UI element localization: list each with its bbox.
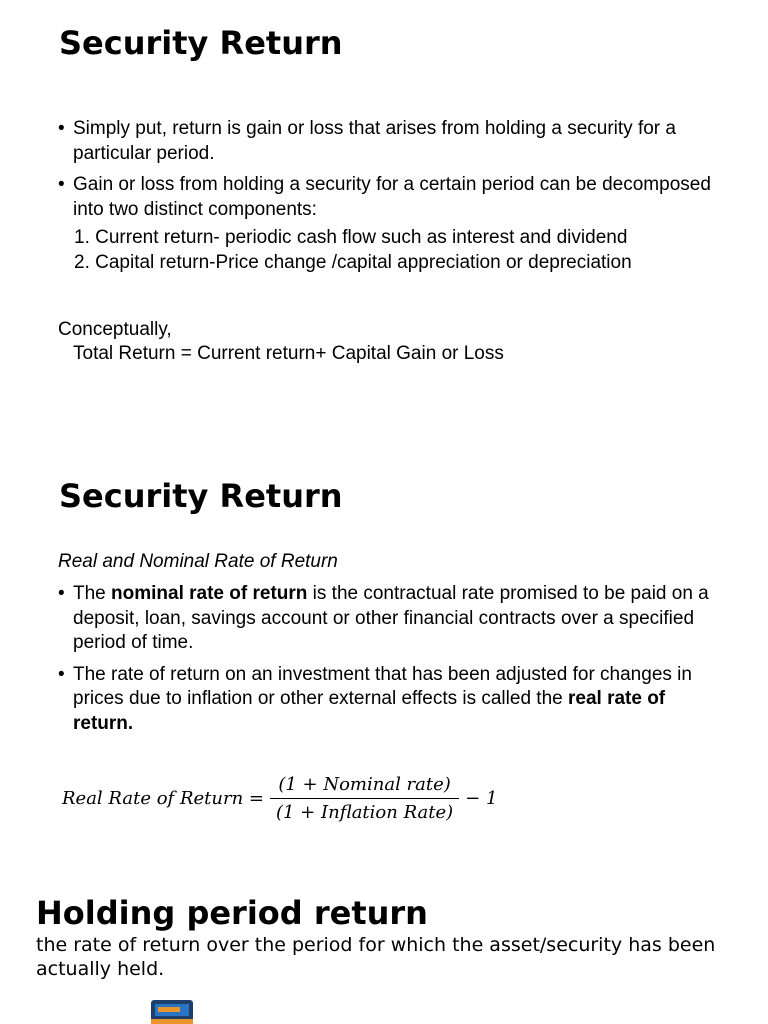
slide2-title: Security Return — [59, 477, 343, 515]
bullet-text: The — [73, 583, 112, 604]
bullet-text: is the contractual rate promised to be paid on a deposit, loan, savings account or other financial contracts over a specified period of time. — [73, 583, 709, 653]
list-item — [58, 173, 722, 275]
slide3-description: the rate of return over the period for which the asset/security has been actually held. — [36, 934, 716, 980]
component-item: 2. Capital return-Price change /capital appreciation or depreciation — [74, 251, 632, 273]
formula-numerator: (1 + Nominal rate) — [270, 774, 458, 799]
bullet-text: Gain or loss from holding a security for a certain period can be decomposed into two distinct components: — [73, 174, 711, 220]
laptop-icon — [150, 999, 194, 1024]
formula-lhs: Real Rate of Return = — [62, 787, 264, 809]
slide2-subtitle: Real and Nominal Rate of Return — [58, 551, 338, 572]
icon-base — [151, 1019, 193, 1024]
slide3-title: Holding period return — [36, 894, 428, 932]
formula-fraction — [268, 774, 461, 823]
concept-label: Conceptually, — [58, 319, 172, 340]
slide2-bullet-list — [58, 582, 722, 743]
total-return-formula: Total Return = Current return+ Capital Gain or Loss — [73, 343, 504, 364]
slide1-bullet-list — [58, 117, 722, 282]
formula-tail: − 1 — [465, 787, 498, 809]
component-item: 1. Current return- periodic cash flow such as interest and dividend — [74, 227, 628, 248]
bullet-text: Simply put, return is gain or loss that arises from holding a security for a particular period. — [73, 118, 676, 164]
nominal-rate-term: nominal rate of return — [111, 583, 308, 604]
list-item — [58, 117, 722, 166]
components-list — [73, 226, 722, 275]
formula-denominator: (1 + Inflation Rate) — [275, 801, 454, 823]
real-rate-formula — [62, 770, 497, 826]
list-item — [58, 582, 722, 656]
list-item — [58, 663, 722, 737]
icon-bar — [158, 1007, 180, 1012]
bullet-text: The rate of return on an investment that has been adjusted for changes in prices due to inflation or other external effects is called the — [73, 663, 692, 709]
slide1-title: Security Return — [59, 24, 343, 62]
laptop-icon-graphic — [150, 999, 194, 1024]
real-rate-term: real rate of return. — [73, 688, 666, 734]
